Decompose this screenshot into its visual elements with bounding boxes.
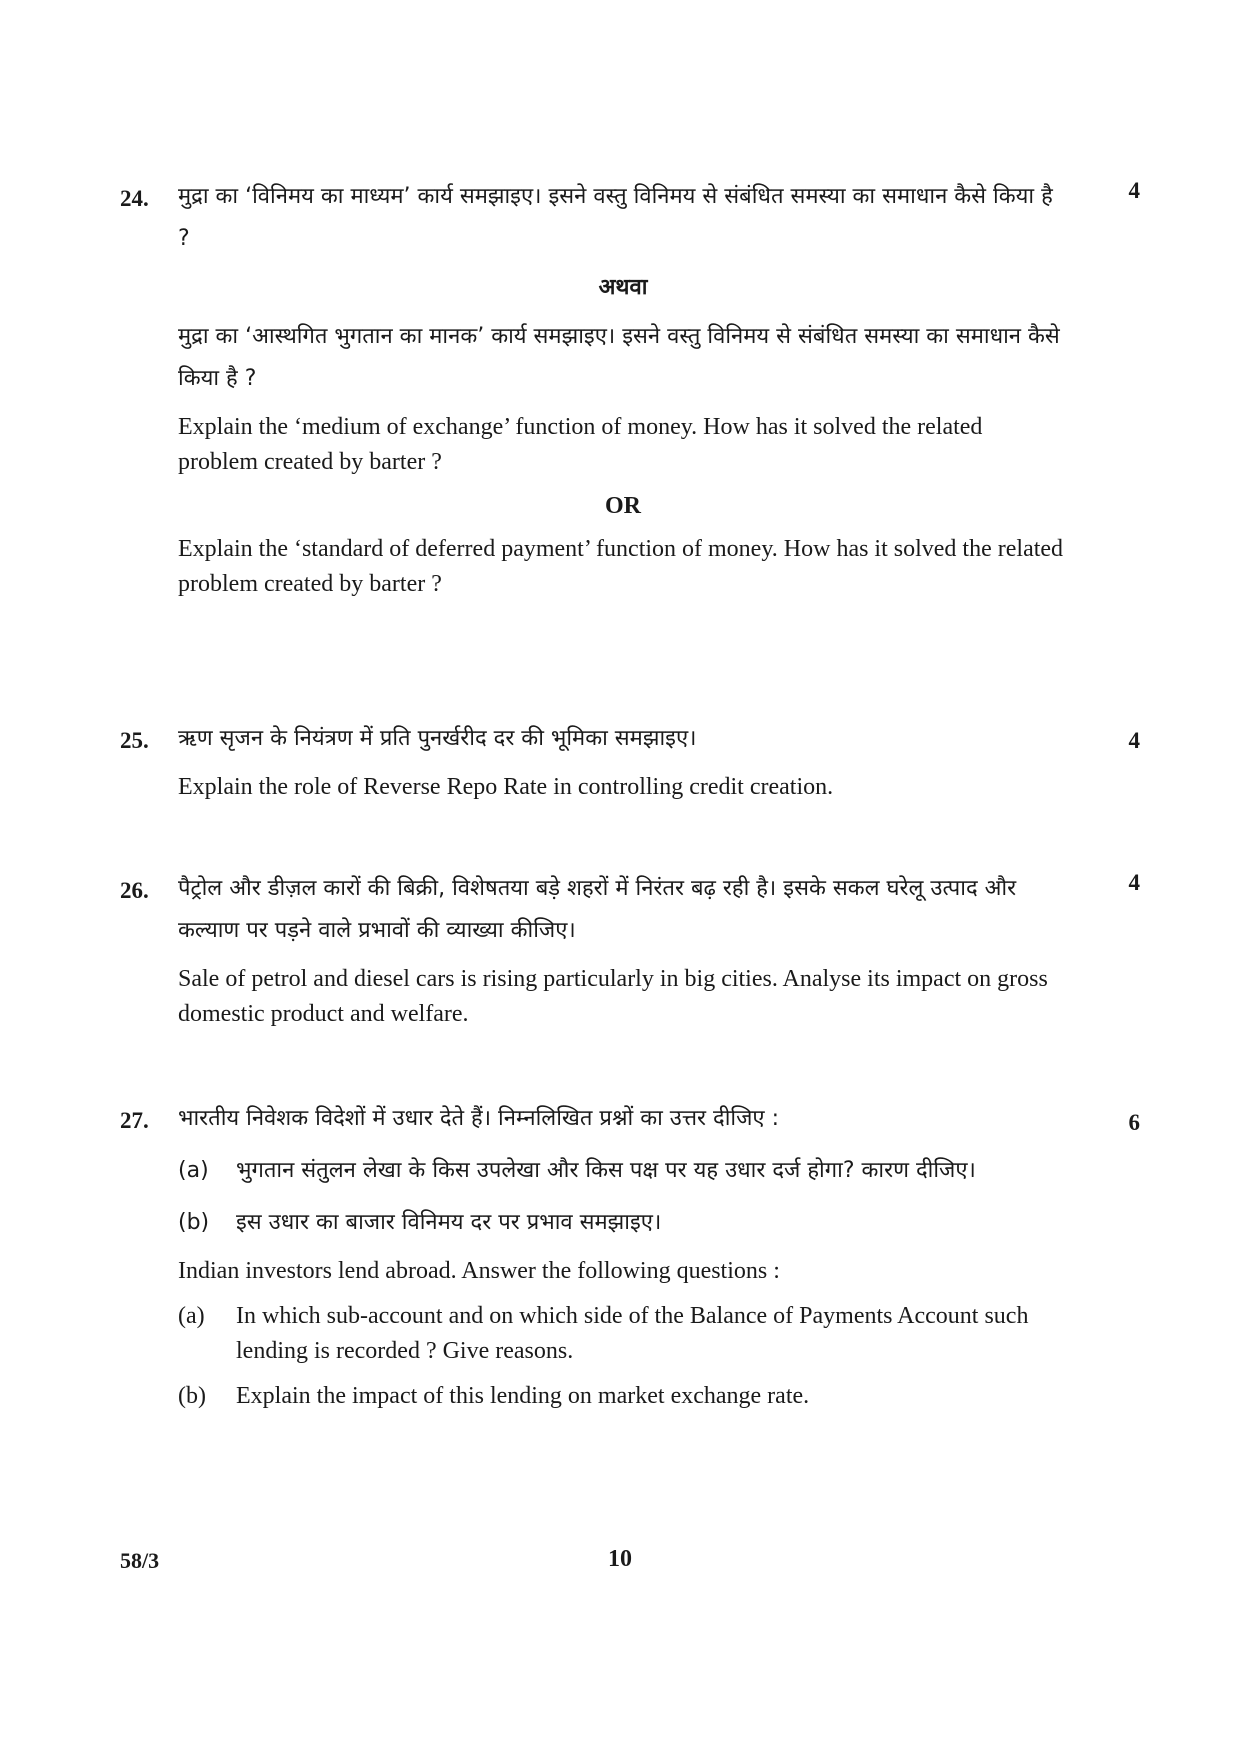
hindi-subquestion-a <box>178 1150 1068 1192</box>
hindi-subquestion-b <box>178 1202 1068 1244</box>
english-question-text: Explain the role of Reverse Repo Rate in controlling credit creation. <box>178 774 834 800</box>
question-number: 26. <box>120 878 149 903</box>
question-26 <box>120 870 1140 1042</box>
hindi-or-separator: अथवा <box>598 275 648 300</box>
subquestion-label: (a) <box>178 1303 205 1329</box>
question-25 <box>120 728 1140 815</box>
subquestion-text: Explain the impact of this lending on market exchange rate. <box>236 1383 810 1409</box>
subquestion-label: (b) <box>178 1210 210 1235</box>
question-24 <box>120 178 1140 612</box>
hindi-question-text: पैट्रोल और डीज़ल कारों की बिक्री, विशेषतया बड़े शहरों में निरंतर बढ़ रही है। इसके सकल घरेलू उत्पाद और कल्याण पर पड़ने वाले प्रभावों की व्याख्या कीजिए। <box>178 876 1017 943</box>
question-number: 25. <box>120 728 149 753</box>
subquestion-text: भुगतान संतुलन लेखा के किस उपलेखा और किस पक्ष पर यह उधार दर्ज होगा? कारण दीजिए। <box>236 1158 976 1183</box>
english-question-text: Indian investors lend abroad. Answer the following questions : <box>178 1258 780 1284</box>
question-marks: 6 <box>1128 1110 1140 1135</box>
subquestion-label: (b) <box>178 1383 206 1409</box>
english-question-text: Sale of petrol and diesel cars is rising particularly in big cities. Analyse its impact on gross domestic product and welfare. <box>178 966 1048 1027</box>
question-marks: 4 <box>1128 870 1140 895</box>
paper-code: 58/3 <box>120 1548 160 1573</box>
page-number: 10 <box>608 1546 632 1572</box>
subquestion-text: इस उधार का बाजार विनिमय दर पर प्रभाव समझाइए। <box>236 1210 662 1235</box>
english-question-text: Explain the ‘medium of exchange’ function of money. How has it solved the related problem created by barter ? <box>178 414 983 475</box>
subquestion-text: In which sub-account and on which side of the Balance of Payments Account such lending is recorded ? Give reasons. <box>236 1303 1029 1364</box>
question-marks: 4 <box>1128 728 1140 753</box>
question-number: 24. <box>120 186 149 211</box>
hindi-question-text: मुद्रा का ‘विनिमय का माध्यम’ कार्य समझाइए। इसने वस्तु विनिमय से संबंधित समस्या का समाधान कैसे किया है ? <box>178 184 1053 251</box>
question-number: 27. <box>120 1108 149 1133</box>
hindi-question-text: भारतीय निवेशक विदेशों में उधार देते हैं। निम्नलिखित प्रश्नों का उत्तर दीजिए : <box>178 1106 780 1131</box>
question-27 <box>120 1108 1140 1424</box>
subquestion-label: (a) <box>178 1158 209 1183</box>
hindi-question-text: ऋण सृजन के नियंत्रण में प्रति पुनर्खरीद दर की भूमिका समझाइए। <box>178 726 697 751</box>
hindi-alternative-text: मुद्रा का ‘आस्थगित भुगतान का मानक’ कार्य समझाइए। इसने वस्तु विनिमय से संबंधित समस्या का समाधान कैसे किया है ? <box>178 324 1060 391</box>
question-marks: 4 <box>1128 178 1140 203</box>
english-subquestion-b <box>178 1379 1068 1414</box>
english-alternative-text: Explain the ‘standard of deferred payment’ function of money. How has it solved the related problem created by barter ? <box>178 536 1064 597</box>
english-subquestion-a <box>178 1299 1068 1369</box>
english-or-separator: OR <box>605 493 641 519</box>
